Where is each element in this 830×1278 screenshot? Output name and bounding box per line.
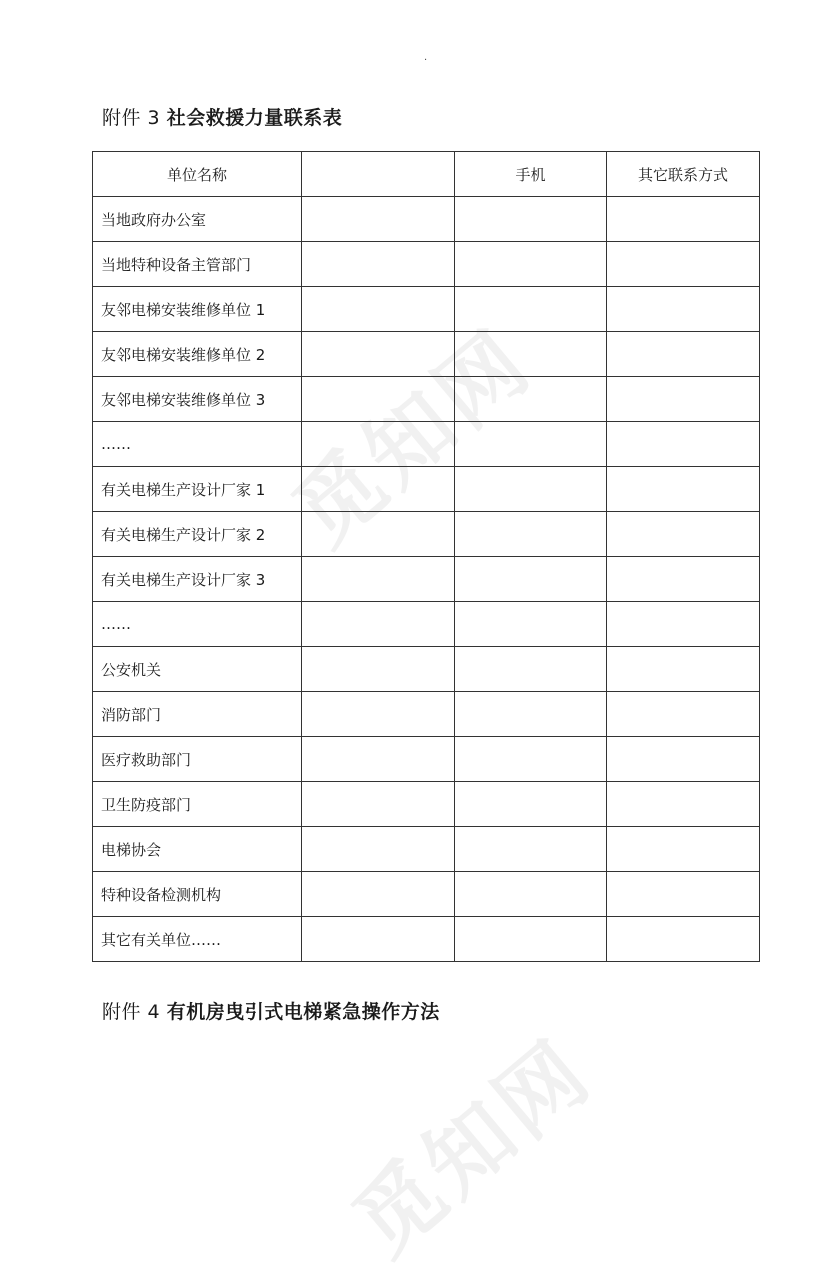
mobile-cell[interactable] xyxy=(455,512,607,557)
mobile-cell[interactable] xyxy=(455,917,607,962)
other-contact-cell[interactable] xyxy=(607,827,760,872)
mobile-cell[interactable] xyxy=(455,827,607,872)
other-contact-cell[interactable] xyxy=(607,692,760,737)
other-contact-cell[interactable] xyxy=(607,197,760,242)
blank-cell[interactable] xyxy=(302,827,455,872)
mobile-cell[interactable] xyxy=(455,602,607,647)
attachment-3-title: 社会救援力量联系表 xyxy=(166,107,343,129)
header-unit-name: 单位名称 xyxy=(93,152,302,197)
other-contact-cell[interactable] xyxy=(607,782,760,827)
mobile-cell[interactable] xyxy=(455,782,607,827)
table-row xyxy=(93,422,760,467)
other-contact-cell[interactable] xyxy=(607,512,760,557)
watermark: 觅知网 xyxy=(275,311,551,566)
table-row xyxy=(93,917,760,962)
unit-name-cell: 有关电梯生产设计厂家 3 xyxy=(93,557,302,602)
other-contact-cell[interactable] xyxy=(607,872,760,917)
table-row xyxy=(93,692,760,737)
attachment-4-title: 有机房曳引式电梯紧急操作方法 xyxy=(166,1001,440,1023)
unit-name-cell: 特种设备检测机构 xyxy=(93,872,302,917)
other-contact-cell[interactable] xyxy=(607,917,760,962)
blank-cell[interactable] xyxy=(302,422,455,467)
table-row xyxy=(93,737,760,782)
attachment-4-heading xyxy=(102,997,440,1024)
blank-cell[interactable] xyxy=(302,287,455,332)
other-contact-cell[interactable] xyxy=(607,287,760,332)
watermark: 觅知网 xyxy=(335,1021,611,1276)
table-row xyxy=(93,377,760,422)
table-row xyxy=(93,557,760,602)
blank-cell[interactable] xyxy=(302,647,455,692)
unit-name-cell: 有关电梯生产设计厂家 1 xyxy=(93,467,302,512)
blank-cell[interactable] xyxy=(302,557,455,602)
unit-name-cell: 当地特种设备主管部门 xyxy=(93,242,302,287)
unit-name-cell: 其它有关单位…… xyxy=(93,917,302,962)
table-row xyxy=(93,827,760,872)
blank-cell[interactable] xyxy=(302,242,455,287)
unit-name-cell: 卫生防疫部门 xyxy=(93,782,302,827)
other-contact-cell[interactable] xyxy=(607,647,760,692)
other-contact-cell[interactable] xyxy=(607,422,760,467)
other-contact-cell[interactable] xyxy=(607,467,760,512)
blank-cell[interactable] xyxy=(302,377,455,422)
header-blank xyxy=(302,152,455,197)
mobile-cell[interactable] xyxy=(455,197,607,242)
unit-name-cell: 友邻电梯安装维修单位 2 xyxy=(93,332,302,377)
unit-name-cell: 医疗救助部门 xyxy=(93,737,302,782)
attachment-3-heading xyxy=(102,103,342,130)
table-row xyxy=(93,512,760,557)
table-row xyxy=(93,242,760,287)
mobile-cell[interactable] xyxy=(455,872,607,917)
blank-cell[interactable] xyxy=(302,332,455,377)
table-row xyxy=(93,782,760,827)
blank-cell[interactable] xyxy=(302,197,455,242)
unit-name-cell: 有关电梯生产设计厂家 2 xyxy=(93,512,302,557)
mobile-cell[interactable] xyxy=(455,692,607,737)
blank-cell[interactable] xyxy=(302,737,455,782)
table-row xyxy=(93,647,760,692)
blank-cell[interactable] xyxy=(302,872,455,917)
table-row xyxy=(93,602,760,647)
contact-table xyxy=(92,151,760,962)
mobile-cell[interactable] xyxy=(455,737,607,782)
other-contact-cell[interactable] xyxy=(607,557,760,602)
other-contact-cell[interactable] xyxy=(607,242,760,287)
table-row xyxy=(93,287,760,332)
blank-cell[interactable] xyxy=(302,512,455,557)
unit-name-cell: 公安机关 xyxy=(93,647,302,692)
blank-cell[interactable] xyxy=(302,692,455,737)
table-row xyxy=(93,197,760,242)
table-header-row xyxy=(93,152,760,197)
attachment-4-number: 附件 4 xyxy=(102,1001,161,1023)
unit-name-cell: 消防部门 xyxy=(93,692,302,737)
table-row xyxy=(93,467,760,512)
mobile-cell[interactable] xyxy=(455,377,607,422)
table-row xyxy=(93,332,760,377)
blank-cell[interactable] xyxy=(302,917,455,962)
mobile-cell[interactable] xyxy=(455,332,607,377)
unit-name-cell: …… xyxy=(93,602,302,647)
other-contact-cell[interactable] xyxy=(607,377,760,422)
header-mobile: 手机 xyxy=(455,152,607,197)
mobile-cell[interactable] xyxy=(455,242,607,287)
table-row xyxy=(93,872,760,917)
unit-name-cell: 友邻电梯安装维修单位 3 xyxy=(93,377,302,422)
unit-name-cell: 友邻电梯安装维修单位 1 xyxy=(93,287,302,332)
unit-name-cell: 电梯协会 xyxy=(93,827,302,872)
other-contact-cell[interactable] xyxy=(607,602,760,647)
other-contact-cell[interactable] xyxy=(607,737,760,782)
mobile-cell[interactable] xyxy=(455,647,607,692)
mobile-cell[interactable] xyxy=(455,557,607,602)
mobile-cell[interactable] xyxy=(455,422,607,467)
blank-cell[interactable] xyxy=(302,467,455,512)
unit-name-cell: 当地政府办公室 xyxy=(93,197,302,242)
mobile-cell[interactable] xyxy=(455,287,607,332)
mobile-cell[interactable] xyxy=(455,467,607,512)
page-top-mark: . xyxy=(424,52,428,63)
header-other-contact: 其它联系方式 xyxy=(607,152,760,197)
unit-name-cell: …… xyxy=(93,422,302,467)
attachment-3-number: 附件 3 xyxy=(102,107,161,129)
blank-cell[interactable] xyxy=(302,782,455,827)
other-contact-cell[interactable] xyxy=(607,332,760,377)
table-body xyxy=(93,197,760,962)
blank-cell[interactable] xyxy=(302,602,455,647)
